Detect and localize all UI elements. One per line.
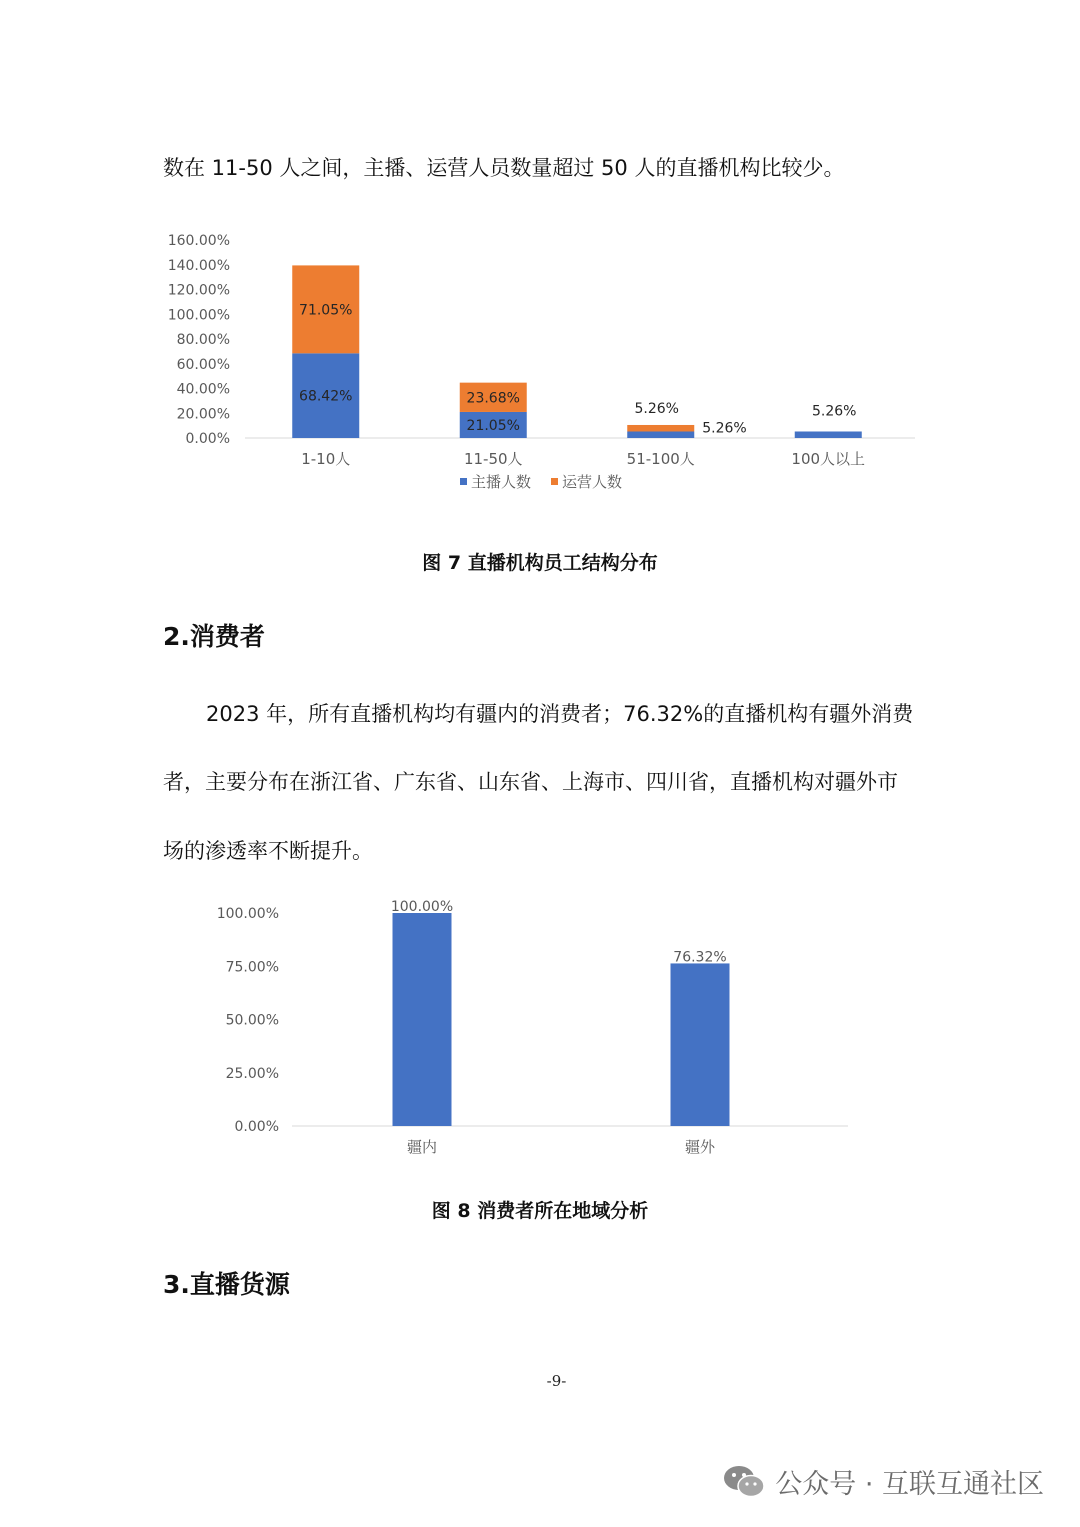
x-tick-label: 疆内 <box>406 1138 438 1156</box>
figure-7-caption: 图 7 直播机构员工结构分布 <box>422 552 658 574</box>
watermark-text: 公众号 · 互联互通社区 <box>775 1469 1044 1500</box>
data-label: 68.42% <box>299 388 353 405</box>
consumer-region-chart <box>0 880 1080 1180</box>
x-tick-label: 51-100人 <box>626 450 695 468</box>
data-label: 76.32% <box>673 949 727 966</box>
y-tick-label: 50.00% <box>225 1012 279 1029</box>
watermark <box>723 1462 1044 1501</box>
figure-8-caption: 图 8 消费者所在地域分析 <box>431 1200 649 1222</box>
data-label: 5.26% <box>634 400 679 417</box>
y-tick-label: 20.00% <box>176 406 230 423</box>
bar-segment <box>795 431 862 438</box>
wechat-icon <box>723 1464 765 1500</box>
legend-swatch <box>460 478 467 485</box>
x-tick-label: 100人以上 <box>791 450 866 468</box>
bar <box>671 963 730 1126</box>
legend-label: 运营人数 <box>562 473 623 491</box>
x-tick-label: 11-50人 <box>463 450 523 468</box>
bar-segment <box>627 425 694 432</box>
consumer-paragraph-line-3: 场的渗透率不断提升。 <box>163 839 373 863</box>
data-label: 21.05% <box>466 417 520 434</box>
data-label: 23.68% <box>466 390 520 407</box>
y-tick-label: 100.00% <box>167 307 230 324</box>
bar <box>393 913 452 1126</box>
legend-swatch <box>551 478 558 485</box>
top-paragraph: 数在 11-50 人之间，主播、运营人员数量超过 50 人的直播机构比较少。 <box>163 156 845 180</box>
x-tick-label: 疆外 <box>684 1138 716 1156</box>
data-label: 5.26% <box>702 420 747 437</box>
y-tick-label: 60.00% <box>176 356 230 373</box>
y-tick-label: 120.00% <box>167 282 230 299</box>
consumer-paragraph-line-2: 者，主要分布在浙江省、广东省、山东省、上海市、四川省，直播机构对疆外市 <box>163 770 898 794</box>
y-tick-label: 0.00% <box>234 1119 279 1135</box>
y-tick-label: 75.00% <box>225 959 279 976</box>
y-tick-label: 25.00% <box>225 1065 279 1082</box>
section-heading-consumers: 2.消费者 <box>163 622 265 651</box>
bar-segment <box>627 431 694 438</box>
data-label: 71.05% <box>299 302 353 319</box>
y-tick-label: 80.00% <box>176 332 230 348</box>
legend-label: 主播人数 <box>471 473 532 491</box>
section-heading-live-supply: 3.直播货源 <box>163 1270 290 1299</box>
y-tick-label: 140.00% <box>167 257 230 274</box>
consumer-paragraph-line-1: 2023 年，所有直播机构均有疆内的消费者；76.32%的直播机构有疆外消费 <box>206 702 914 726</box>
y-tick-label: 0.00% <box>185 431 230 447</box>
data-label: 100.00% <box>390 899 454 915</box>
y-tick-label: 100.00% <box>216 906 279 922</box>
page-number: -9- <box>546 1372 567 1390</box>
y-tick-label: 40.00% <box>176 381 230 398</box>
data-label: 5.26% <box>812 403 857 420</box>
staff-structure-chart <box>0 0 1080 520</box>
y-tick-label: 160.00% <box>167 233 230 249</box>
x-tick-label: 1-10人 <box>301 450 351 468</box>
